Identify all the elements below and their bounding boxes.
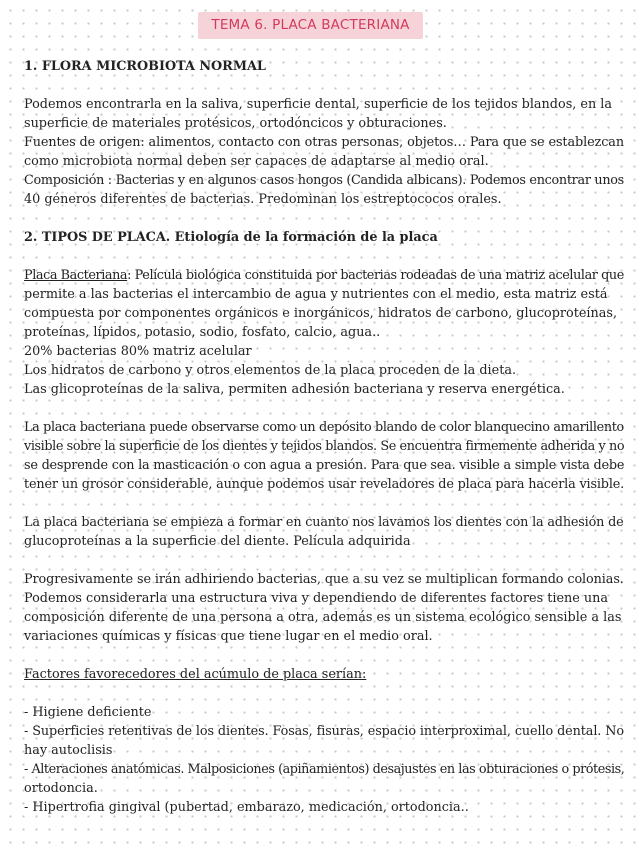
placa-bacteriana-term: Placa Bacteriana <box>24 268 128 283</box>
spacer <box>24 209 624 228</box>
text-line: proteínas, lípidos, potasio, sodio, fosfato, calcio, agua.. <box>24 325 381 340</box>
placa-definition-paragraph <box>24 266 624 399</box>
placa-colonization-paragraph <box>24 570 624 646</box>
text-line: como microbiota normal deben ser capaces de adaptarse al medio oral. <box>24 154 489 169</box>
spacer <box>24 494 624 513</box>
factores-list <box>24 703 624 817</box>
text-line: visible sobre la superficie de los dientes y tejidos blandos. Se encuentra firmemente adherida y no <box>24 439 625 454</box>
spacer <box>24 646 624 665</box>
text-line: La placa bacteriana se empieza a formar en cuanto nos lavamos los dientes con la adhesión de <box>24 515 624 530</box>
text-line: Las glicoproteínas de la saliva, permiten adhesión bacteriana y reserva energética. <box>24 382 565 397</box>
section-1-body <box>24 95 624 209</box>
text-line: 40 géneros diferentes de bacterias. Predominan los estreptococos orales. <box>24 192 502 207</box>
text-line: tener un grosor considerable, aunque podemos usar reveladores de placa para hacerla visible. <box>24 477 625 492</box>
text-line: Los hidratos de carbono y otros elementos de la placa proceden de la dieta. <box>24 363 517 378</box>
section-2-heading: 2. TIPOS DE PLACA. Etiología de la formación de la placa <box>24 230 438 245</box>
text-line: superficie de materiales protésicos, ortodóncicos y obturaciones. <box>24 116 447 131</box>
spacer <box>24 551 624 570</box>
list-item: - Alteraciones anatómicas. Malposiciones (apiñamientos) desajustes en las obturaciones o prótesis, <box>24 762 625 777</box>
factores-heading-line <box>24 665 624 684</box>
placa-description-paragraph <box>24 418 624 494</box>
page-title: TEMA 6. PLACA BACTERIANA <box>198 12 423 39</box>
text-line: glucoproteínas a la superficie del diente. Película adquirida <box>24 534 411 549</box>
text-line: composición diferente de una persona a otra, además es un sistema ecológico sensible a las <box>24 610 622 625</box>
document-body <box>24 57 624 817</box>
section-1-heading: 1. FLORA MICROBIOTA NORMAL <box>24 59 266 74</box>
text-line: 20% bacterias 80% matriz acelular <box>24 344 252 359</box>
spacer <box>24 247 624 266</box>
text-line: permite a las bacterias el intercambio de agua y nutrientes con el medio, esta matriz está <box>24 287 608 302</box>
text-line: La placa bacteriana puede observarse como un depósito blando de color blanquecino amarillento <box>24 420 624 435</box>
list-item: - Higiene deficiente <box>24 705 152 720</box>
text-line: Fuentes de origen: alimentos, contacto con otras personas, objetos… Para que se establezcan <box>24 135 624 150</box>
text-line <box>24 266 624 285</box>
spacer <box>24 399 624 418</box>
spacer <box>24 684 624 703</box>
text-line: Podemos encontrarla en la saliva, superficie dental, superficie de los tejidos blandos, en la <box>24 97 613 112</box>
list-item: hay autoclisis <box>24 743 113 758</box>
list-item: ortodoncia. <box>24 781 98 796</box>
list-item: - Hipertrofia gingival (pubertad, embarazo, medicación, ortodoncia.. <box>24 800 469 815</box>
factores-heading: Factores favorecedores del acúmulo de placa serían: <box>24 667 367 682</box>
text-line: Podemos considerarla una estructura viva y dependiendo de diferentes factores tiene una <box>24 591 609 606</box>
placa-definition-start: : Película biológica constituida por bacterias rodeadas de una matriz acelular que <box>127 268 624 283</box>
text-line: variaciones químicas y físicas que tiene lugar en el medio oral. <box>24 629 433 644</box>
text-line: Composición : Bacterias y en algunos casos hongos (Candida albicans). Podemos encontrar unos <box>24 173 624 188</box>
text-line: compuesta por componentes orgánicos e inorgánicos, hidratos de carbono, glucoproteínas, <box>24 306 618 321</box>
text-line: se desprende con la masticación o con agua a presión. Para que sea. visible a simple vista debe <box>24 458 625 473</box>
list-item: - Superficies retentivas de los dientes. Fosas, fisuras, espacio interproximal, cuello dental. No <box>24 724 624 739</box>
text-line: Progresivamente se irán adhiriendo bacterias, que a su vez se multiplican formando colonias. <box>24 572 624 587</box>
placa-formation-paragraph <box>24 513 624 551</box>
spacer <box>24 76 624 95</box>
